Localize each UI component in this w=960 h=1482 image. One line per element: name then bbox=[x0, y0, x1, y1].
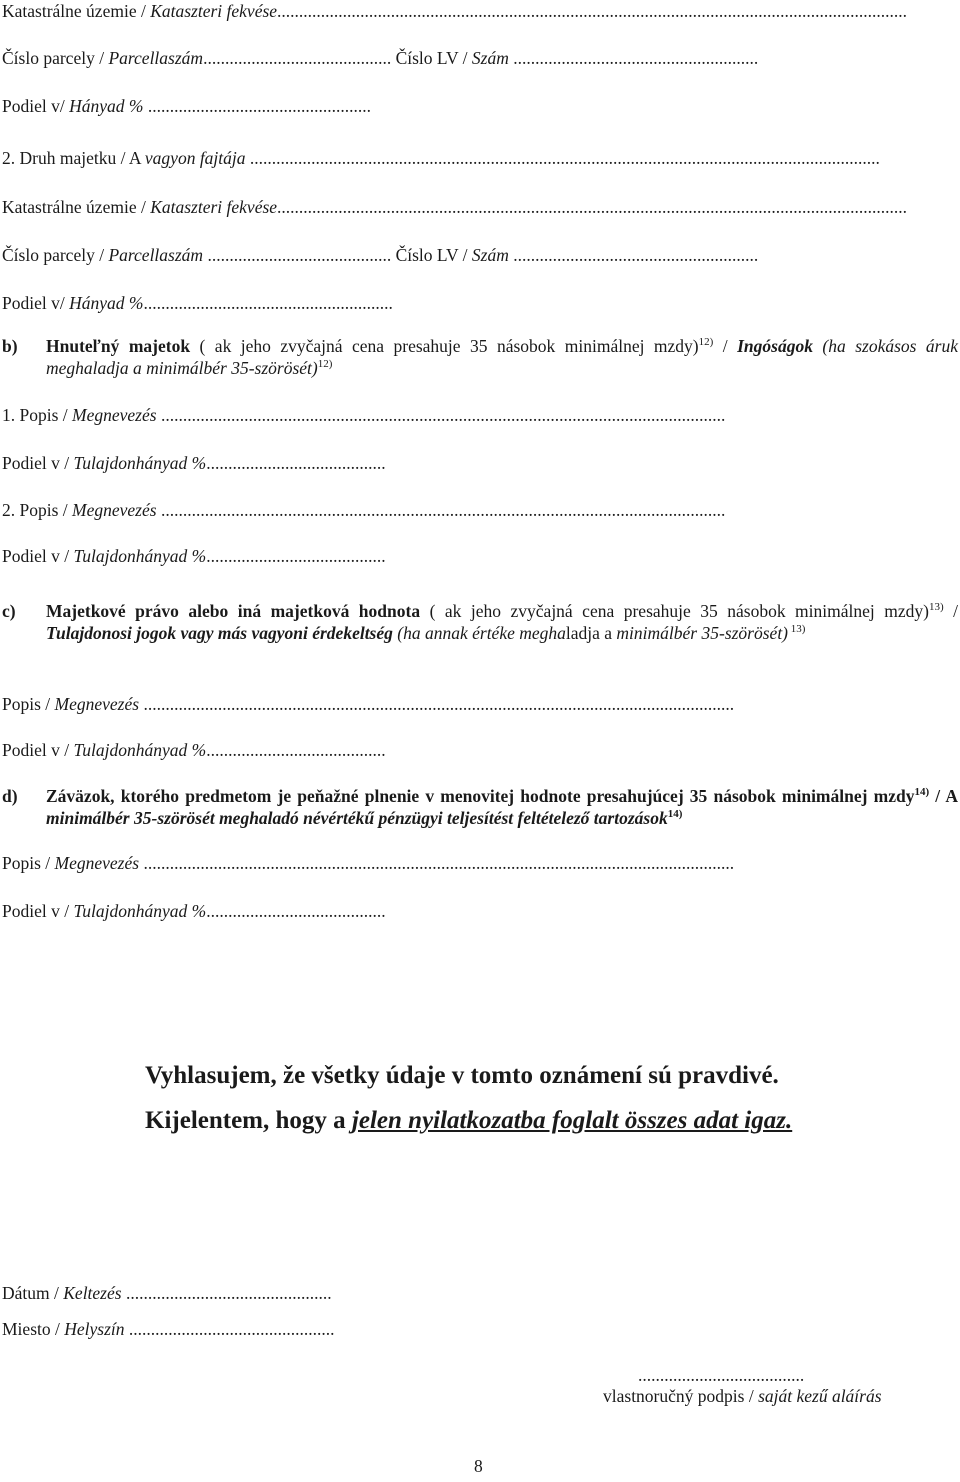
ownership-share-line-c: Podiel v / Tulajdonhányad %......................................... bbox=[2, 740, 386, 760]
label-hu: Kataszteri fekvése bbox=[150, 1, 278, 21]
cadastral-area-line-2: Katastrálne územie / Kataszteri fekvése................................................................................................................................................ bbox=[2, 197, 908, 217]
share-line-2: Podiel v/ Hányad %......................................................... bbox=[2, 293, 393, 313]
place-line: Miesto / Helyszín ............................................... bbox=[2, 1319, 335, 1339]
signature-dots: ...................................... bbox=[638, 1365, 805, 1385]
description-line-b1: 1. Popis / Megnevezés ................................................................................................................................. bbox=[2, 405, 726, 425]
share-line-1: Podiel v/ Hányad % ................................................... bbox=[2, 96, 371, 116]
date-line: Dátum / Keltezés ............................................... bbox=[2, 1283, 332, 1303]
parcel-number-line-2: Číslo parcely / Parcellaszám .......................................... Číslo LV / Szám ........................................................ bbox=[2, 245, 759, 265]
page-number: 8 bbox=[474, 1456, 483, 1476]
description-line-c: Popis / Megnevezés ....................................................................................................................................... bbox=[2, 694, 735, 714]
section-d-heading: Záväzok, ktorého predmetom je peňažné plnenie v menovitej hodnote presahujúcej 35 násobok minimálnej mzdy$^{14)}$ / A minimálbér 35-szörösét meghaladó névértékű pénzügyi teljesítést feltételező tartozások$^{14)}$ bbox=[46, 786, 958, 828]
declaration-hu: Kijelentem, hogy a jelen nyilatkozatba foglalt összes adat igaz. bbox=[145, 1107, 793, 1134]
section-b-label: b) bbox=[2, 336, 18, 356]
ownership-share-line-b2: Podiel v / Tulajdonhányad %......................................... bbox=[2, 546, 386, 566]
description-line-b2: 2. Popis / Megnevezés ................................................................................................................................. bbox=[2, 500, 726, 520]
cadastral-area-line-1 bbox=[2, 0, 907, 22]
property-type-line-2: 2. Druh majetku / A vagyon fajtája ................................................................................................................................................ bbox=[2, 148, 880, 168]
label-sk: Katastrálne územie / bbox=[2, 1, 151, 21]
ownership-share-line-b1: Podiel v / Tulajdonhányad %......................................... bbox=[2, 453, 386, 473]
description-line-d: Popis / Megnevezés ....................................................................................................................................... bbox=[2, 853, 735, 873]
section-c-label: c) bbox=[2, 601, 16, 621]
ownership-share-line-d: Podiel v / Tulajdonhányad %......................................... bbox=[2, 901, 386, 921]
declaration-sk: Vyhlasujem, že všetky údaje v tomto oznámení sú pravdivé. bbox=[145, 1062, 779, 1089]
section-b-heading: Hnuteľný majetok ( ak jeho zvyčajná cena presahuje 35 násobok minimálnej mzdy)$^{12)}$ / Ingóságok (ha szokásos áruk meghaladja a minimálbér 35-szörösét)$^{12)}$ bbox=[46, 336, 958, 378]
parcel-number-line-1: Číslo parcely / Parcellaszám........................................... Číslo LV / Szám ........................................................ bbox=[2, 48, 759, 68]
fill-dots: ................................................................................................................................................ bbox=[277, 1, 908, 21]
signature-label: vlastnoručný podpis / saját kezű aláírás bbox=[603, 1386, 882, 1406]
section-c-heading: Majetkové právo alebo iná majetková hodnota ( ak jeho zvyčajná cena presahuje 35 násobok minimálnej mzdy)$^{13)}$ / Tulajdonosi jogok vagy más vagyoni érdekeltség (ha annak értéke meghaladja a minimálbér 35-szörösét) $^{13)}$ bbox=[46, 601, 958, 643]
section-d-label: d) bbox=[2, 786, 18, 806]
